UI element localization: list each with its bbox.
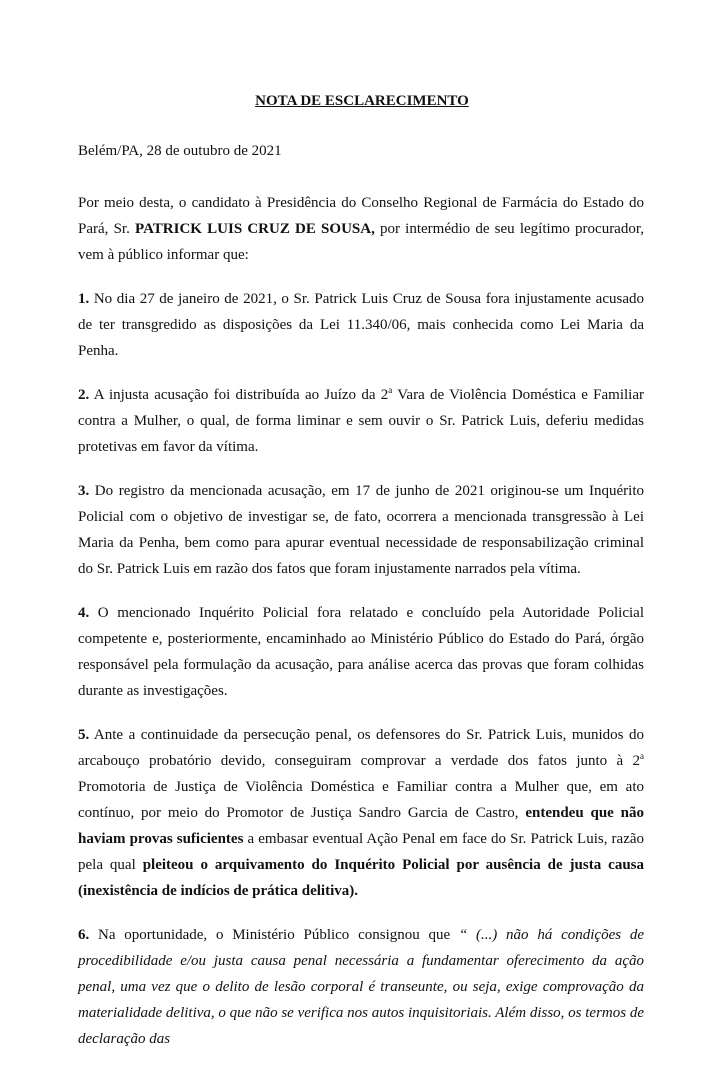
paragraph-number: 6. <box>78 927 90 943</box>
paragraph-number: 4. <box>78 605 90 621</box>
bold-statement-1: entendeu que não haviam provas suficientes <box>78 805 644 847</box>
paragraph-text-a: Na oportunidade, o Ministério Público consignou que <box>89 927 459 943</box>
date-line: Belém/PA, 28 de outubro de 2021 <box>78 143 282 159</box>
document-body <box>78 190 644 1070</box>
paragraph-6 <box>78 922 644 1052</box>
paragraph-text-c: a embasar eventual Ação Penal em face do Sr. Patrick Luis, razão pela qual <box>78 831 645 873</box>
paragraph-text: O mencionado Inquérito Policial fora relatado e concluído pela Autoridade Policial competente e, posteriormente, encaminhado ao Ministério Público do Estado do Pará, órgão responsável pela formulação da acusação, para análise acerca das provas que foram colhidas durante as investigações. <box>78 605 644 699</box>
ordinal-superscript: a <box>388 385 393 395</box>
paragraph-1 <box>78 286 644 364</box>
paragraph-number: 2. <box>78 387 90 403</box>
paragraph-text: No dia 27 de janeiro de 2021, o Sr. Patrick Luis Cruz de Sousa fora injustamente acusado de ter transgredido as disposições da Lei 11.340/06, mais conhecida como Lei Maria da Penha. <box>78 291 644 359</box>
paragraph-5 <box>78 722 644 904</box>
paragraph-3 <box>78 478 644 582</box>
paragraph-text-b: Promotoria de Justiça de Violência Doméstica e Familiar contra a Mulher que, em ato contínuo, por meio do Promotor de Justiça Sandro Garcia de Castro, <box>78 779 644 821</box>
quoted-text: “ (...) não há condições de procedibilidade e/ou justa causa penal necessária a fundamentar oferecimento da ação penal, uma vez que o delito de lesão corporal é transeunte, ou seja, exige comprovação da materialidade delitiva, o que não se verifica nos autos inquisitoriais. Além disso, os termos de declaração das <box>78 927 644 1047</box>
paragraph-text-a: Ante a continuidade da persecução penal, os defensores do Sr. Patrick Luis, munidos do arcabouço probatório devido, conseguiram comprovar a verdade dos fatos junto à 2 <box>78 727 644 769</box>
candidate-name: PATRICK LUIS CRUZ DE SOUSA, <box>135 221 375 237</box>
ordinal-superscript: a <box>640 751 644 761</box>
paragraph-4 <box>78 600 644 704</box>
document-title: NOTA DE ESCLARECIMENTO <box>255 93 469 109</box>
paragraph-text-a: A injusta acusação foi distribuída ao Juízo da 2 <box>89 387 389 403</box>
paragraph-number: 5. <box>78 727 90 743</box>
bold-statement-2: pleiteou o arquivamento do Inquérito Policial por ausência de justa causa (inexistência de indícios de prática delitiva). <box>78 857 644 899</box>
intro-text-b: por intermédio de seu legítimo procurador, vem à público informar que: <box>78 221 644 263</box>
paragraph-text: Do registro da mencionada acusação, em 17 de junho de 2021 originou-se um Inquérito Policial com o objetivo de investigar se, de fato, ocorrera a mencionada transgressão à Lei Maria da Penha, bem como para apurar eventual necessidade de responsabilização criminal do Sr. Patrick Luis em razão dos fatos que foram injustamente narrados pela vítima. <box>78 483 644 577</box>
paragraph-2 <box>78 382 644 460</box>
paragraph-number: 3. <box>78 483 90 499</box>
intro-text-a: Por meio desta, o candidato à Presidência do Conselho Regional de Farmácia do Estado do Pará, Sr. <box>78 195 644 237</box>
intro-paragraph <box>78 190 644 268</box>
paragraph-text-b: Vara de Violência Doméstica e Familiar contra a Mulher, o qual, de forma liminar e sem ouvir o Sr. Patrick Luis, deferiu medidas protetivas em favor da vítima. <box>78 387 644 455</box>
paragraph-number: 1. <box>78 291 90 307</box>
